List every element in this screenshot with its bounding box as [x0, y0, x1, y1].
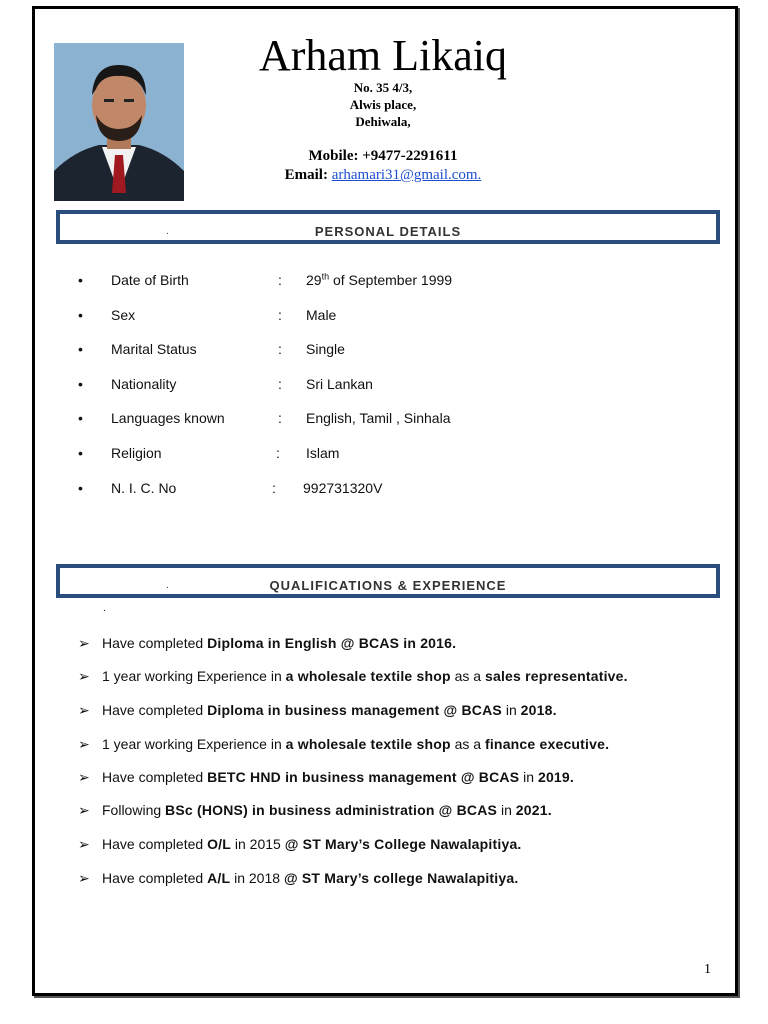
qualifications-header [56, 564, 720, 598]
header-dot-mark: . [166, 226, 169, 237]
arrow-bullet-icon: ➢ [78, 668, 90, 684]
header-dot-mark: . [166, 580, 169, 591]
arrow-bullet-icon: ➢ [78, 736, 90, 752]
candidate-name: Arham Likaiq [258, 31, 508, 80]
detail-label: Marital Status [111, 341, 197, 357]
detail-value [306, 270, 452, 290]
list-item-text: Have completed A/L in 2018 @ ST Mary’s college Nawalapitiya. [102, 870, 519, 886]
address-line-1: No. 35 4/3, [353, 80, 413, 95]
list-item-text: Have completed Diploma in English @ BCAS in 2016. [102, 635, 457, 651]
detail-value: Islam [306, 445, 340, 461]
detail-label: Languages known [111, 410, 225, 426]
list-item [0, 633, 768, 653]
arrow-bullet-icon: ➢ [78, 769, 90, 785]
dob-rest: of September 1999 [329, 272, 453, 288]
arrow-bullet-icon: ➢ [78, 836, 90, 852]
bullet-icon: • [78, 376, 83, 392]
list-item [0, 868, 768, 888]
personal-details-title: PERSONAL DETAILS [314, 224, 462, 239]
detail-row-sex [0, 305, 768, 325]
detail-label: Nationality [111, 376, 177, 392]
detail-value: Single [306, 341, 345, 357]
detail-label: Religion [111, 445, 162, 461]
detail-colon: : [278, 376, 282, 392]
list-item [0, 834, 768, 854]
list-item [0, 734, 768, 754]
detail-value: Sri Lankan [306, 376, 373, 392]
detail-label: Sex [111, 307, 136, 323]
detail-colon: : [278, 307, 282, 323]
address-line-2: Alwis place, [349, 97, 417, 112]
arrow-bullet-icon: ➢ [78, 802, 90, 818]
personal-details-header [56, 210, 720, 244]
list-item [0, 800, 768, 820]
detail-colon: : [278, 272, 282, 288]
detail-colon: : [278, 410, 282, 426]
detail-colon: : [272, 480, 276, 496]
detail-row-nationality [0, 374, 768, 394]
address-line-3: Dehiwala, [355, 114, 411, 129]
list-item-text: Have completed O/L in 2015 @ ST Mary’s College Nawalapitiya. [102, 836, 522, 852]
detail-value: Male [306, 307, 337, 323]
dob-day: 29 [306, 272, 322, 288]
qualifications-title: QUALIFICATIONS & EXPERIENCE [269, 578, 507, 593]
list-item-text: Have completed BETC HND in business management @ BCAS in 2019. [102, 769, 574, 785]
detail-label: Date of Birth [111, 272, 189, 288]
arrow-bullet-icon: ➢ [78, 870, 90, 886]
detail-row-marital-status [0, 339, 768, 359]
list-item-text: 1 year working Experience in a wholesale textile shop as a finance executive. [102, 736, 610, 752]
list-item-text: 1 year working Experience in a wholesale textile shop as a sales representative. [102, 668, 628, 684]
mobile-number: Mobile: +9477-2291611 [308, 148, 458, 164]
bullet-icon: • [78, 272, 83, 288]
detail-row-nic [0, 478, 768, 498]
list-item [0, 700, 768, 720]
detail-row-dob [0, 270, 768, 290]
arrow-bullet-icon: ➢ [78, 702, 90, 718]
detail-row-religion [0, 443, 768, 463]
email-label: Email: [284, 167, 328, 183]
detail-colon: : [276, 445, 280, 461]
profile-photo [54, 43, 184, 201]
detail-row-languages [0, 408, 768, 428]
list-item [0, 666, 768, 686]
bullet-icon: • [78, 307, 83, 323]
email-line [200, 166, 566, 184]
bullet-icon: • [78, 410, 83, 426]
arrow-bullet-icon: ➢ [78, 635, 90, 651]
bullet-icon: • [78, 445, 83, 461]
list-item [0, 767, 768, 787]
detail-label: N. I. C. No [111, 480, 177, 496]
stray-dot: . [103, 603, 106, 614]
page-number: 1 [704, 962, 711, 977]
dob-day-suffix: th [321, 271, 330, 282]
list-item-text: Following BSc (HONS) in business administration @ BCAS in 2021. [102, 802, 552, 818]
bullet-icon: • [78, 480, 83, 496]
detail-value: 992731320V [303, 480, 383, 496]
bullet-icon: • [78, 341, 83, 357]
list-item-text: Have completed Diploma in business management @ BCAS in 2018. [102, 702, 557, 718]
detail-colon: : [278, 341, 282, 357]
email-link[interactable]: arhamari31@gmail.com. [331, 167, 482, 183]
detail-value: English, Tamil , Sinhala [306, 410, 451, 426]
